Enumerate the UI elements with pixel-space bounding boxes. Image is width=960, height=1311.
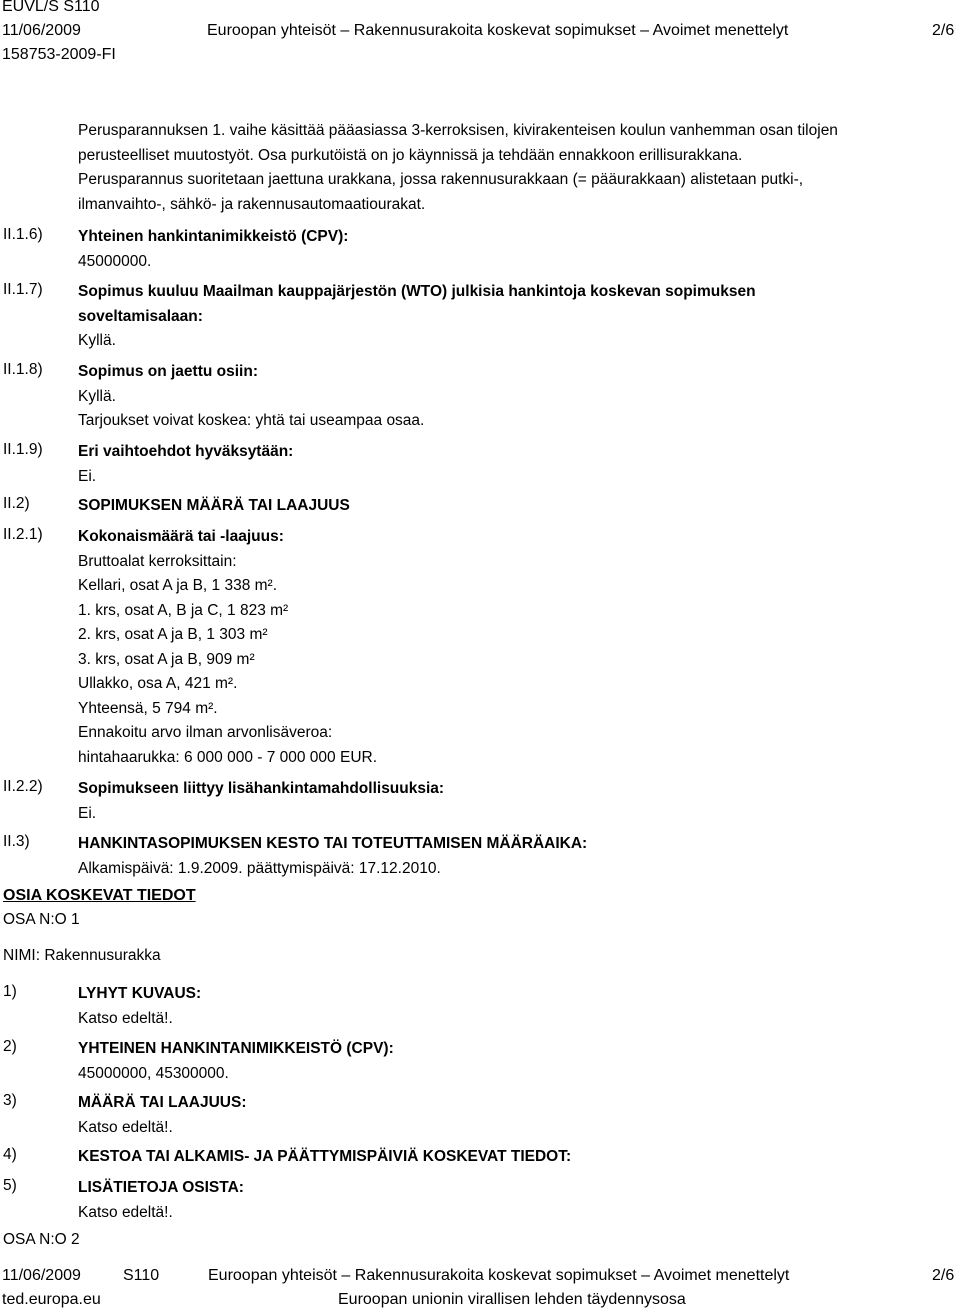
- lots-title: OSIA KOSKEVAT TIEDOT: [3, 887, 196, 904]
- section-heading: Eri vaihtoehdot hyväksytään:: [78, 443, 294, 460]
- lot-item-number: 2): [3, 1038, 17, 1055]
- lot-label: OSA N:O 2: [3, 1231, 80, 1248]
- header-page-number: 2/6: [932, 22, 955, 39]
- quantity-line: hintahaarukka: 6 000 000 - 7 000 000 EUR.: [78, 748, 378, 766]
- lot-item-heading: KESTOA TAI ALKAMIS- JA PÄÄTTYMISPÄIVIÄ KOSKEVAT TIEDOT:: [78, 1148, 572, 1165]
- lot-item-heading: LYHYT KUVAUS:: [78, 985, 202, 1002]
- footer-title: Euroopan yhteisöt – Rakennusurakoita koskevat sopimukset – Avoimet menettelyt: [208, 1267, 790, 1284]
- section-cpv: [78, 225, 348, 274]
- section-number: II.2.1): [3, 526, 43, 543]
- section-number: II.2): [3, 495, 30, 512]
- section-options: [78, 777, 444, 826]
- lot-item-number: 4): [3, 1146, 17, 1163]
- section-number: II.1.8): [3, 361, 43, 378]
- section-quantity: [78, 525, 377, 770]
- section-value: 45000000.: [78, 252, 152, 270]
- quantity-line: 3. krs, osat A ja B, 909 m²: [78, 650, 255, 668]
- section-number: II.3): [3, 833, 30, 850]
- header-reference: 158753-2009-FI: [2, 46, 116, 63]
- section-value: Alkamispäivä: 1.9.2009. päättymispäivä: 17.12.2010.: [78, 859, 441, 877]
- footer-series: S110: [123, 1267, 160, 1284]
- intro-line: ilmanvaihto-, sähkö- ja rakennusautomaatiourakat.: [78, 195, 426, 213]
- lot-item-heading: LISÄTIETOJA OSISTA:: [78, 1179, 244, 1196]
- section-value: Ei.: [78, 467, 97, 485]
- section-number: II.2.2): [3, 778, 43, 795]
- document-id: EUVL/S S110: [2, 0, 100, 15]
- lot-item-value: Katso edeltä!.: [78, 1118, 173, 1136]
- lot-label: OSA N:O 1: [3, 911, 80, 928]
- section-heading: HANKINTASOPIMUKSEN KESTO TAI TOTEUTTAMISEN MÄÄRÄAIKA:: [78, 835, 588, 852]
- section-value: Kyllä.: [78, 387, 116, 405]
- quantity-line: Bruttoalat kerroksittain:: [78, 552, 237, 570]
- section-value: Ei.: [78, 804, 97, 822]
- quantity-line: 1. krs, osat A, B ja C, 1 823 m²: [78, 601, 289, 619]
- lot-item-value: Katso edeltä!.: [78, 1009, 173, 1027]
- section-number: II.1.9): [3, 441, 43, 458]
- lot-item: [78, 1037, 394, 1086]
- lot-item-heading: YHTEINEN HANKINTANIMIKKEISTÖ (CPV):: [78, 1040, 394, 1057]
- lot-name: NIMI: Rakennusurakka: [3, 947, 161, 964]
- section-number: II.1.7): [3, 281, 43, 298]
- lot-item-number: 1): [3, 983, 17, 1000]
- lot-item-value: Katso edeltä!.: [78, 1203, 173, 1221]
- lot-item-number: 3): [3, 1092, 17, 1109]
- section-heading: Sopimus kuuluu Maailman kauppajärjestön (WTO) julkisia hankintoja koskevan sopimuksen: [78, 283, 756, 300]
- section-lots: [78, 360, 424, 434]
- lot-item: [78, 1176, 244, 1225]
- section-duration: [78, 832, 587, 881]
- header-date: 11/06/2009: [2, 22, 81, 39]
- footer-date: 11/06/2009: [2, 1267, 81, 1284]
- quantity-line: Ennakoitu arvo ilman arvonlisäveroa:: [78, 724, 333, 741]
- section-note: Tarjoukset voivat koskea: yhtä tai useampaa osaa.: [78, 412, 425, 429]
- section-heading: Yhteinen hankintanimikkeistö (CPV):: [78, 228, 349, 245]
- lot-item: [78, 1145, 571, 1170]
- section-heading: Sopimus on jaettu osiin:: [78, 363, 258, 380]
- lot-item-value: 45000000, 45300000.: [78, 1064, 229, 1082]
- lot-item: [78, 982, 201, 1031]
- quantity-line: Yhteensä, 5 794 m².: [78, 699, 218, 717]
- section-wto: [78, 280, 756, 354]
- lot-item: [78, 1091, 246, 1140]
- section-heading: Kokonaismäärä tai -laajuus:: [78, 528, 284, 545]
- footer-subtitle: Euroopan unionin virallisen lehden täydennysosa: [338, 1291, 686, 1308]
- footer-page-number: 2/6: [932, 1267, 955, 1284]
- quantity-line: 2. krs, osat A ja B, 1 303 m²: [78, 626, 268, 643]
- section-variants: [78, 440, 293, 489]
- header-title: Euroopan yhteisöt – Rakennusurakoita koskevat sopimukset – Avoimet menettelyt: [207, 22, 789, 39]
- lot-item-number: 5): [3, 1177, 17, 1194]
- intro-line: Perusparannus suoritetaan jaettuna urakkana, jossa rakennusurakkaan (= pääurakkaan) alistetaan putki-,: [78, 171, 804, 188]
- section-heading-cont: soveltamisalaan:: [78, 307, 203, 325]
- intro-paragraph: [78, 119, 838, 217]
- intro-line: Perusparannuksen 1. vaihe käsittää pääasiassa 3-kerroksisen, kivirakenteisen koulun vanhemman osan tilojen: [78, 122, 838, 139]
- quantity-line: Ullakko, osa A, 421 m².: [78, 675, 238, 692]
- intro-line: perusteelliset muutostyöt. Osa purkutöistä on jo käynnissä ja tehdään ennakkoon erillisurakkana.: [78, 146, 743, 164]
- lot-item-heading: MÄÄRÄ TAI LAAJUUS:: [78, 1094, 247, 1111]
- ted-website-link[interactable]: ted.europa.eu: [2, 1291, 101, 1308]
- section-heading: Sopimukseen liittyy lisähankintamahdollisuuksia:: [78, 780, 445, 797]
- section-value: Kyllä.: [78, 332, 116, 349]
- section-heading: SOPIMUKSEN MÄÄRÄ TAI LAAJUUS: [78, 497, 350, 514]
- section-number: II.1.6): [3, 226, 43, 243]
- quantity-line: Kellari, osat A ja B, 1 338 m².: [78, 577, 278, 594]
